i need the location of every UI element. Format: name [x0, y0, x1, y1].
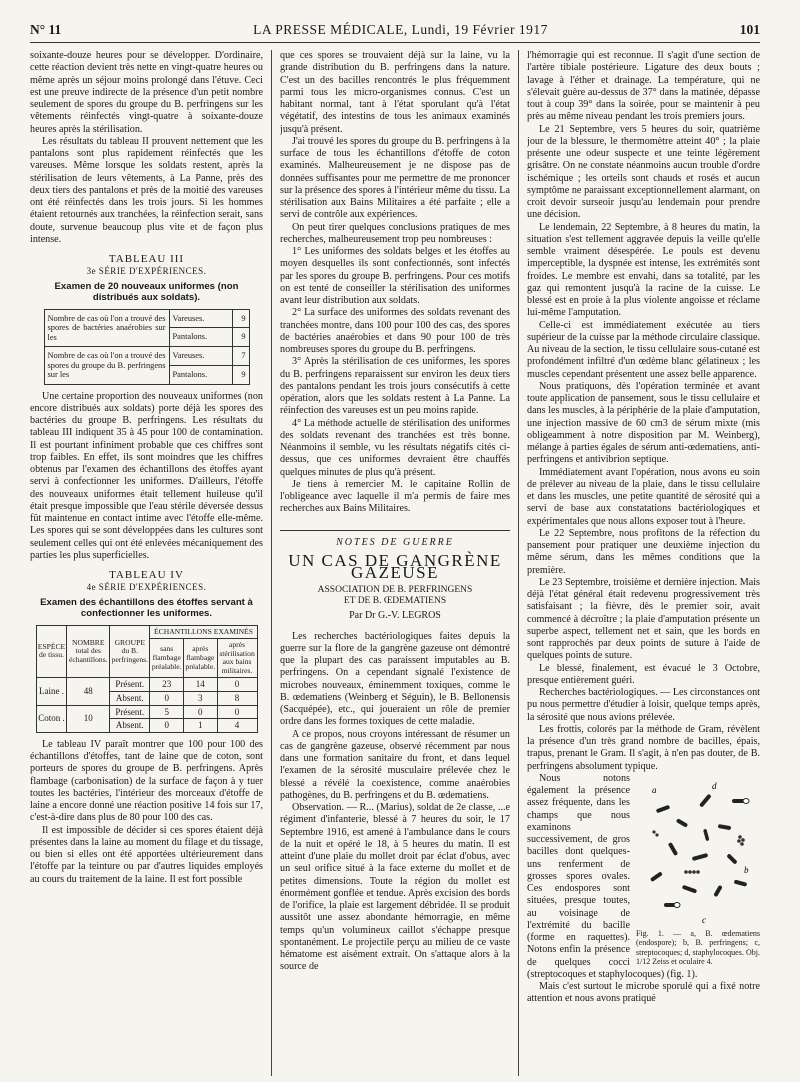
- table-cell: Laine .: [36, 678, 67, 705]
- paragraph: Mais c'est surtout le microbe sporulé qui a fixé notre attention et nous avons pratiqué: [527, 981, 760, 1005]
- article-subtitle: ASSOCIATION DE B. PERFRINGENS: [317, 585, 473, 596]
- table-row: [36, 705, 257, 719]
- paragraph: Le tableau IV paraît montrer que 100 pour 100 des échantillons d'étoffes, tant de laine que de coton, sont porteurs de spores du groupe de B. perfringens. Après flambage (carbonisation) de la surface de façon à y tuer toutes les bactéries, l'intérieur des morceaux d'étoffe de laine a encore donné une réaction positive 14 fois sur 17, c'est-à-dire dans plus de 80 pour 100 des cas.: [30, 738, 263, 824]
- column-2: [280, 50, 510, 1076]
- table-cell: 9: [232, 309, 249, 328]
- paragraph: A ce propos, nous croyons intéressant de résumer un cas de gangrène gazeuse, observé récemment par nous dans une formation sanitaire du front, et dans lequel l'examen de la sérosité musculaire prélevée chez le blessé a révélé la coexistence, comme anaérobies pathogènes, du B. perfringens et du B. œdematiens.: [280, 728, 510, 801]
- article-title: UN CAS DE GANGRÈNE GAZEUSE: [288, 550, 502, 582]
- table-header: ÉCHANTILLONS EXAMINÉS: [150, 625, 257, 639]
- table-4-title: TABLEAU IV: [109, 569, 184, 581]
- table-cell: 5: [150, 705, 184, 719]
- table-header: GROUPE du B. perfringens.: [110, 625, 150, 678]
- figure-label-b: b: [744, 864, 749, 875]
- paragraph: Nous notons également la présence assez fréquente, dans les champs que nous examinons successivement, de gros bacilles dont quelques-uns renferment de grosses spores ovales. Ces endospores sont situées, presque toutes, au voisinage de l'extrémité du bacille (forme en raquettes). Notons enfin la présence de quelques cocci (streptocoques et staphylocoques) (fig. 1).: [527, 772, 698, 980]
- page-number: 101: [739, 22, 760, 37]
- table-row: [36, 678, 257, 692]
- bacteria-micrograph: [636, 777, 760, 927]
- table-4: [36, 625, 258, 733]
- column-3: [527, 50, 760, 1076]
- figure-1: [636, 777, 760, 967]
- table-cell: 10: [67, 705, 110, 732]
- table-cell: 3: [183, 692, 217, 706]
- table-cell: 7: [232, 347, 249, 366]
- paragraph: soixante-douze heures pour se développer. D'ordinaire, cette réaction devient très nette en vingt-quatre heures ou même après un séjour moins prolongé dans l'étuve. Ceci est une preuve indirecte de la présence d'un petit nombre seulement de spores du groupe du B. perfringens sur les vêtements réinfectés vingt-quatre à soixante-douze heures après la stérilisation.: [30, 50, 263, 135]
- paragraph: Les frottis, colorés par la méthode de Gram, révèlent la présence d'un très grand nombre de bacilles, épais, trapus, prenant le Gram. Il s'agit, à n'en pas douter, de B. perfringens absolument typique.: [527, 723, 760, 772]
- table-header: ESPÈCE de tissu.: [36, 625, 67, 678]
- issue-number: N° 11: [30, 22, 62, 37]
- section-heading: NOTES DE GUERRE: [280, 530, 510, 549]
- paragraph: Les recherches bactériologiques faites depuis la guerre sur la flore de la gangrène gazeuse ont démontré que la plupart des cas paraissent imputables au B. perfringens. On a cependant signalé l'existence de microbes nouveaux, éminemment toxiques, comme le B. œdematiens (Weinberg et Séguin), le B. Bellonensis (Sacquépée), etc., qui joueraient un rôle de premier ordre dans les formes toxiques de cette maladie.: [280, 630, 510, 728]
- figure-label-d: d: [712, 780, 717, 791]
- paragraph: Immédiatement avant l'opération, nous avons eu soin de prélever au niveau de la plaie, dans le tissu cellulaire et dans les muscles, une petite quantité de sérosité qui a servi de base aux constatations bactériologiques et expérimentales que nous allons exposer tout à l'heure.: [527, 466, 760, 527]
- paragraph: On peut tirer quelques conclusions pratiques de mes recherches, malheureusement trop peu nombreuses :: [280, 221, 510, 245]
- header-rule: [30, 42, 760, 43]
- figure-label-a: a: [652, 784, 657, 795]
- table-cell: Absent.: [110, 692, 150, 706]
- paragraph: Observation. — R... (Marius), soldat de 2e classe, ...e régiment d'infanterie, blessé à 7 heures du soir, le 17 Septembre 1916, est amené à l'ambulance dans le cours de la nuit et opéré le 18, à 5 heures du matin. Il est atteint d'une plaie du mollet droit par éclat d'obus, avec un seul orifice situé à la face externe du mollet et de petites dimensions. Toute la région du mollet est énormément gonflée et tendue. Après excision des bords de l'orifice, la plaie est largement débridée. Il se produit aussitôt une assez abondante hémorragie, en même temps qu'un volumineux caillot s'échappe presque spontanément. Le projectile perçu au milieu de ce vaste hématome est aisément extrait. On s'attaque alors à la source de: [280, 802, 510, 973]
- table-cell: Pantalons.: [169, 328, 232, 347]
- table-3-title: TABLEAU III: [108, 253, 185, 265]
- paragraph: 1° Les uniformes des soldats belges et les étoffes au moyen desquelles ils sont confectionnés, sont infectés par les spores du groupe B. perfringens. Pour ces motifs on est tenté de conseiller la stérilisation des uniformes avant leur distribution aux soldats.: [280, 246, 510, 306]
- paragraph: Le blessé, finalement, est évacué le 3 Octobre, presque entièrement guéri.: [527, 662, 760, 686]
- paragraph: 2° La surface des uniformes des soldats revenant des tranchées montre, dans 100 pour 100 des cas, des spores de bactéries anaérobies et dans 90 pour 100 de très nombreuses spores du groupe du B. perfringens.: [280, 307, 510, 355]
- table-header: après stérilisation aux bains militaires.: [217, 639, 257, 678]
- paragraph: 3° Après la stérilisation de ces uniformes, les spores du B. perfringens reparaissent sur environ les deux tiers des pantalons pendant les trois jours consécutifs à cette opération, alors que les soldats restent à La Panne. La réinfection des vareuses est un peu moins rapide.: [280, 356, 510, 417]
- columns: [30, 50, 760, 1076]
- table-row: [44, 347, 249, 366]
- table-cell: Vareuses.: [169, 309, 232, 328]
- table-cell: 1: [183, 719, 217, 733]
- paragraph: 4° La méthode actuelle de stérilisation des uniformes des soldats revenant des tranchées est très bonne. Néanmoins il semble, vu les résultats négatifs cités ci-dessus, que ces uniformes devraient être chauffés quelques minutes de plus qu'à présent.: [280, 417, 510, 478]
- table-cell: 0: [150, 719, 184, 733]
- table-cell: Vareuses.: [169, 347, 232, 366]
- table-3: [44, 309, 250, 385]
- table-3-caption: Examen de 20 nouveaux uniformes (non distribués aux soldats).: [54, 280, 239, 303]
- table-cell: 0: [217, 705, 257, 719]
- table-cell: 0: [217, 678, 257, 692]
- paragraph: Recherches bactériologiques. — Les circonstances ont pu nous permettre d'étudier à loisir, quelque temps après, la sérosité que nous avions prélevée.: [527, 687, 760, 723]
- paragraph: Nous pratiquons, dès l'opération terminée et avant toute application de pansement, sous le tissu cellulaire et dans les muscles, à la périphérie de la plaie d'amputation, une injection massive de 60 cm3 de sérum mixte (mis obligeamment à notre disposition par M. Weinberg), mélange à parties égales de sérum anti-œdematiens, anti-perfringens et antivibrion septique.: [527, 380, 760, 466]
- table-header: sans flambage préalable.: [150, 639, 184, 678]
- table-cell: Pantalons.: [169, 365, 232, 384]
- table-cell: 9: [232, 365, 249, 384]
- column-1: [30, 50, 263, 1076]
- paragraph: Je tiens à remercier M. le capitaine Rollin de l'obligeance avec laquelle il m'a permis de faire mes recherches aux Bains Militaires.: [280, 478, 510, 515]
- table-cell: 23: [150, 678, 184, 692]
- paragraph: Une certaine proportion des nouveaux uniformes (non encore distribués aux soldats) porte déjà les spores des bactéries du groupe B. perfringens. Les résultats du tableau III indiquent 35 à 45 pour 100 de contamination. Il est pourtant infiniment probable que ces chiffres sont trop faibles. En effet, ils sont moindres que les chiffres obtenus par l'examen des échantillons des étoffes ayant servi à confectionner les uniformes. D'ailleurs, l'étoffe des nouveaux uniformes était tellement huileuse qu'il était presque impossible que l'eau stérile déversée dessus fût maintenue en contact intime avec l'étoffe elle-même. Les spores qui se sont développées dans les cultures sont seulement celles qui ont été enlevées mécaniquement des parties les plus superficielles.: [30, 390, 263, 561]
- microscope-figure: [636, 777, 760, 927]
- paragraph: Le 23 Septembre, troisième et dernière injection. Mais déjà l'état général était redevenu progressivement très satisfaisant ; la fièvre, dès le premier soir, avait commencé à décroître ; la plaie d'amputation présente un superbe aspect, tellement net et sain, que les bords en sont rapprochés par deux points de suture à l'aide de quelques points de suture.: [527, 576, 760, 662]
- table-cell: 0: [150, 692, 184, 706]
- paragraph: Celle-ci est immédiatement exécutée au tiers supérieur de la cuisse par la méthode circulaire classique. Au niveau de la section, le tissu cellulaire sous-cutané est profondément infiltré d'un œdème blanc gélatineux ; les muscles cependant présentent une assez belle apparence.: [527, 319, 760, 380]
- paragraph: que ces spores se trouvaient déjà sur la laine, vu la grande distribution du B. perfringens dans la nature. C'est un des bacilles rencontrés le plus fréquemment parmi tous les micro-organismes connus. C'est un habitant normal, tant à l'état sporulant qu'à l'état végétatif, des intestins de tous les animaux examinés jusqu'à présent.: [280, 50, 510, 135]
- table-cell: Coton .: [36, 705, 67, 732]
- table-cell: 8: [217, 692, 257, 706]
- table-3-subtitle: 3e SÉRIE D'EXPÉRIENCES.: [86, 266, 207, 277]
- table-cell: Présent.: [110, 678, 150, 692]
- article-author: Par Dr G.-V. LEGROS: [349, 610, 441, 622]
- running-header: [30, 22, 760, 40]
- paragraph: Le lendemain, 22 Septembre, à 8 heures du matin, la situation s'est tellement aggravée depuis la veille qu'elle semble vraiment désespérée. Le pouls est devenu imperceptible, la dyspnée est intense, les extrémités sont froides. Le membre est envahi, dans sa totalité, par les gaz qui remontent jusqu'à la racine de la cuisse. Le blessé est en proie à la plus violente angoisse et réclame lui-même l'amputation.: [527, 221, 760, 319]
- table-header: NOMBRE total des échantillons.: [67, 625, 110, 678]
- paragraph: J'ai trouvé les spores du groupe du B. perfringens à la surface de tous les échantillons d'étoffe de coton examinés. Malheureusement je ne dispose pas de données suffisantes pour me permettre de me prononcer sur la présence des spores à l'intérieur même du tissu. La stérilisation aux Bains Militaires a été parfaite ; elle a servi de contrôle aux expériences.: [280, 135, 510, 221]
- paragraph: Les résultats du tableau II prouvent nettement que les pantalons sont plus rapidement réinfectés que les vareuses. Même lorsque les soldats restent, après la stérilisation de leurs vêtements, à La Panne, près des deux tiers des pantalons et près de la moitié des vareuses ont été réinfectés dans les trois jours. Si les hommes étaient retournés aux tranchées, la réinfection serait, sans doute, survenue beaucoup plus vite et de façon plus intense.: [30, 135, 263, 245]
- paragraph: Il est impossible de décider si ces spores étaient déjà présentes dans la laine au moment du filage et du tissage, ou bien si elles ont été apportées ultérieurement dans l'étoffe par la teinture ou par d'autres liquides employés au cours du traitement de la laine. Il est fort possible: [30, 824, 263, 885]
- table-cell: Nombre de cas où l'on a trouvé des spores de bactéries anaérobies sur les: [44, 309, 169, 347]
- table-cell: 4: [217, 719, 257, 733]
- paragraph: Le 21 Septembre, vers 5 heures du soir, quatrième jour de la blessure, le thermomètre atteint 40° ; la plaie présente une odeur suspecte et une teinte légèrement grisâtre. On ne constate néanmoins aucun trouble d'ordre ischémique ; les orteils sont chauds et rosés et aucun symptôme ne paraissant exceptionnellement alarmant, on croit devoir surseoir jusqu'au lendemain pour prendre une décision.: [527, 123, 760, 221]
- table-cell: 48: [67, 678, 110, 705]
- table-cell: 9: [232, 328, 249, 347]
- figure-label-c: c: [702, 914, 706, 925]
- table-cell: Absent.: [110, 719, 150, 733]
- table-cell: 0: [183, 705, 217, 719]
- table-row: [36, 625, 257, 639]
- paragraph: l'hémorragie qui est reconnue. Il s'agit d'une section de l'artère tibiale postérieure. Ligature des deux bouts ; lavage à l'éther et drainage. La température, qui ne s'élevait guère au-dessus de 37° dans la matinée, dépasse tout à coup 39° dans la soirée, pour se maintenir à peu près au même niveau pendant les trois premiers jours.: [527, 50, 760, 123]
- article-subtitle: ET DE B. ŒDEMATIENS: [343, 596, 447, 607]
- paragraph: Le 22 Septembre, nous profitons de la réfection du pansement pour pratiquer une deuxième injection du même sérum, dans les mêmes conditions que la première.: [527, 527, 760, 576]
- table-cell: Nombre de cas où l'on a trouvé des spores du groupe du B. perfringens sur les: [44, 347, 169, 385]
- table-row: [44, 309, 249, 328]
- table-header: après flambage préalable.: [183, 639, 217, 678]
- journal-title: LA PRESSE MÉDICALE, Lundi, 19 Février 1917: [253, 22, 548, 37]
- table-cell: Présent.: [110, 705, 150, 719]
- table-cell: 14: [183, 678, 217, 692]
- table-4-caption: Examen des échantillons des étoffes servant à confectionner les uniformes.: [40, 596, 253, 619]
- figure-caption: Fig. 1. — a, B. œdematiens (endospore); b, B. perfringens; c, streptocoques; d, staphylocoques. Obj. 1/12 Zeiss et oculaire 4.: [636, 928, 760, 966]
- table-4-subtitle: 4e SÉRIE D'EXPÉRIENCES.: [86, 582, 207, 593]
